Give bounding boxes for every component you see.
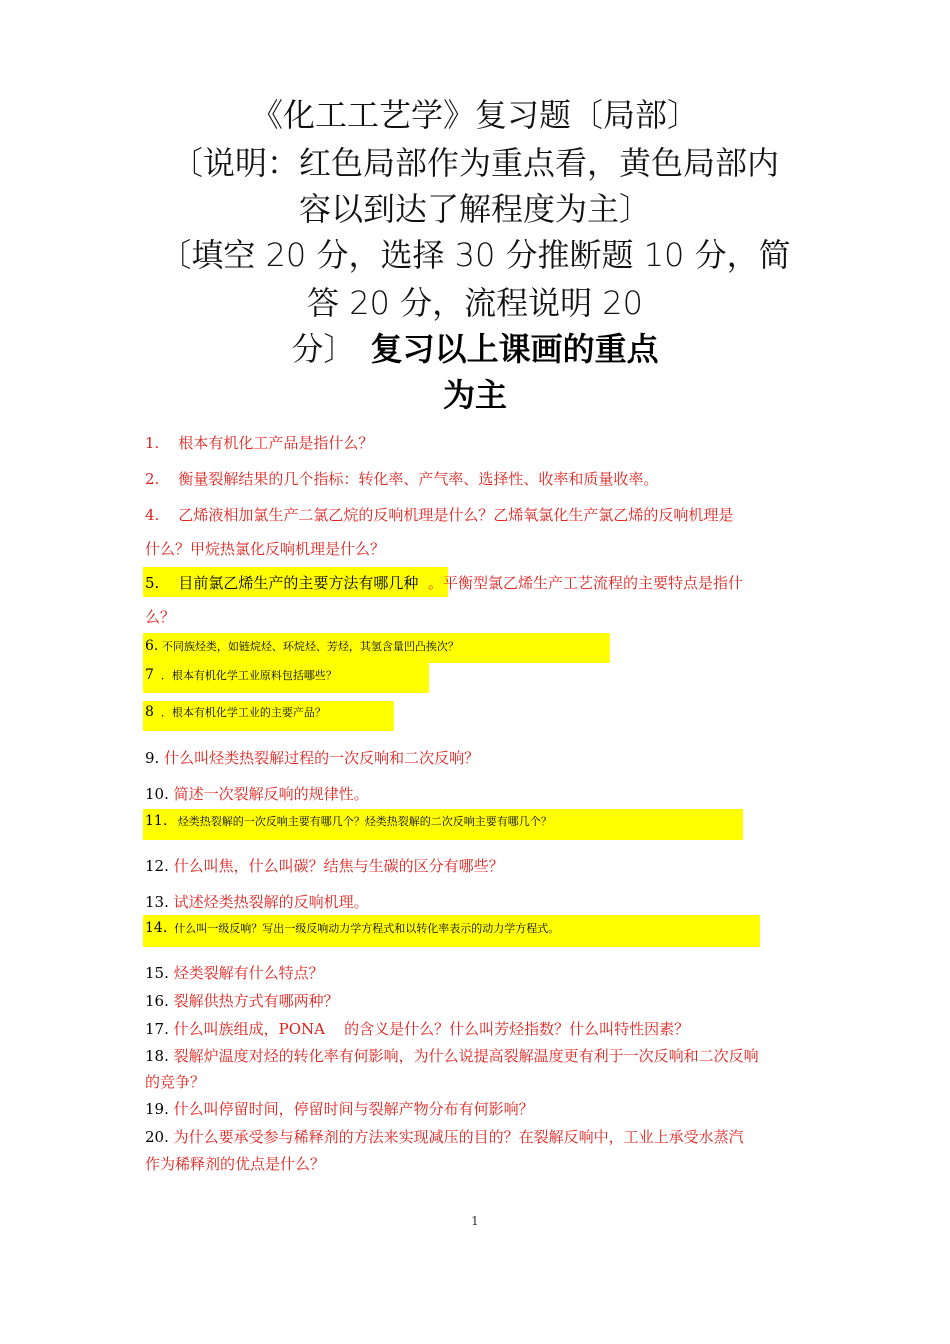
question-number: 19. xyxy=(145,1100,169,1118)
question-number: 16. xyxy=(145,992,169,1010)
question-text: ．根本有机化学工业原料包括哪些？ xyxy=(160,669,337,682)
question-text: 烃类热裂解的一次反响主要有哪几个？烃类热裂解的二次反响主要有哪几个？ xyxy=(177,815,552,828)
pona-term: PONA xyxy=(278,1020,326,1038)
question-18-continued: 的竞争？ xyxy=(145,1073,206,1091)
question-text: 裂解炉温度对烃的转化率有何影响，为什么说提高裂解温度更有利于一次反响和二次反响 xyxy=(173,1047,759,1065)
title-line-7: 为主 xyxy=(442,376,507,414)
question-text: 什么叫焦，什么叫碳？结焦与生碳的区分有哪些？ xyxy=(173,857,504,875)
question-19 xyxy=(145,1098,534,1119)
question-number: 18. xyxy=(145,1047,169,1065)
question-number: 4. xyxy=(145,506,160,524)
question-text: 简述一次裂解反响的规律性。 xyxy=(173,785,369,803)
question-number: 8 xyxy=(145,704,154,720)
question-number: 14. xyxy=(145,920,168,936)
question-text: 什么叫一级反响？写出一级反响动力学方程式和以转化率表示的动力学方程式。 xyxy=(174,922,560,935)
question-number: 2. xyxy=(145,470,160,488)
question-8 xyxy=(145,704,326,720)
page-number: 1 xyxy=(471,1214,479,1228)
title-line-6-light: 分〕 xyxy=(291,330,356,368)
question-text: 不同族烃类，如链烷烃、环烷烃、芳烃，其氢含量凹凸挨次？ xyxy=(161,640,459,653)
question-7 xyxy=(145,667,337,683)
question-number: 20. xyxy=(145,1128,169,1146)
question-9 xyxy=(145,747,479,768)
question-18 xyxy=(145,1045,759,1066)
question-number: 6. xyxy=(145,638,159,654)
question-16 xyxy=(145,990,339,1011)
question-number: 11. xyxy=(145,813,168,829)
title-line-6 xyxy=(140,324,810,370)
question-number: 1. xyxy=(145,434,160,452)
question-20-continued: 作为稀释剂的优点是什么？ xyxy=(145,1155,326,1173)
question-6 xyxy=(145,638,459,654)
title-line-3: 容以到达了解程度为主〕 xyxy=(298,190,651,228)
question-1 xyxy=(145,432,373,453)
title-line-2: 〔说明：红色局部作为重点看，黄色局部内 xyxy=(170,144,779,182)
question-11 xyxy=(145,813,552,829)
question-number: 5. xyxy=(145,574,160,592)
title-line-1: 《化工工艺学》复习题〔局部〕 xyxy=(250,96,699,134)
title-line-5: 答 20 分，流程说明 20 xyxy=(307,284,643,322)
question-5 xyxy=(145,572,743,593)
question-text: 衡量裂解结果的几个指标：转化率、产气率、选择性、收率和质量收率。 xyxy=(178,470,659,488)
question-4-continued: 什么？甲烷热氯化反响机理是什么？ xyxy=(145,540,386,558)
question-text: ．根本有机化学工业的主要产品？ xyxy=(160,706,326,719)
question-text: 裂解供热方式有哪两种？ xyxy=(173,992,339,1010)
question-12 xyxy=(145,855,504,876)
question-17 xyxy=(145,1018,689,1039)
question-text: 试述烃类热裂解的反响机理。 xyxy=(173,893,369,911)
question-text: 。平衡型氯乙烯生产工艺流程的主要特点是指什 xyxy=(427,574,743,592)
title-line-4: 〔填空 20 分，选择 30 分推断题 10 分，简 xyxy=(159,236,791,274)
question-14 xyxy=(145,920,559,936)
question-20 xyxy=(145,1126,744,1147)
question-text: 为什么要承受参与稀释剂的方法来实现减压的目的？在裂解反响中，工业上承受水蒸汽 xyxy=(173,1128,744,1146)
question-number: 15. xyxy=(145,964,169,982)
question-text: 烃类裂解有什么特点？ xyxy=(173,964,324,982)
question-text: 什么叫族组成， xyxy=(173,1020,279,1038)
question-text-2: 的含义是什么？什么叫芳烃指数？什么叫特性因素？ xyxy=(344,1020,690,1038)
question-number: 17. xyxy=(145,1020,169,1038)
question-10 xyxy=(145,783,369,804)
question-number: 7 xyxy=(145,667,154,683)
question-text: 根本有机化工产品是指什么？ xyxy=(178,434,374,452)
question-text-highlighted: 目前氯乙烯生产的主要方法有哪几种 xyxy=(178,574,419,592)
question-number: 9. xyxy=(145,749,160,767)
title-line-6-bold: 复习以上课画的重点 xyxy=(370,330,659,368)
question-4 xyxy=(145,504,733,525)
question-text: 什么叫停留时间，停留时间与裂解产物分布有何影响？ xyxy=(173,1100,534,1118)
question-2 xyxy=(145,468,658,489)
question-13 xyxy=(145,891,369,912)
question-number: 12. xyxy=(145,857,169,875)
question-15 xyxy=(145,962,324,983)
question-number: 13. xyxy=(145,893,169,911)
question-text: 什么叫烃类热裂解过程的一次反响和二次反响？ xyxy=(164,749,480,767)
question-number: 10. xyxy=(145,785,169,803)
question-5-continued: 么？ xyxy=(145,608,176,626)
question-text: 乙烯液相加氯生产二氯乙烷的反响机理是什么？乙烯氧氯化生产氯乙烯的反响机理是 xyxy=(178,506,734,524)
